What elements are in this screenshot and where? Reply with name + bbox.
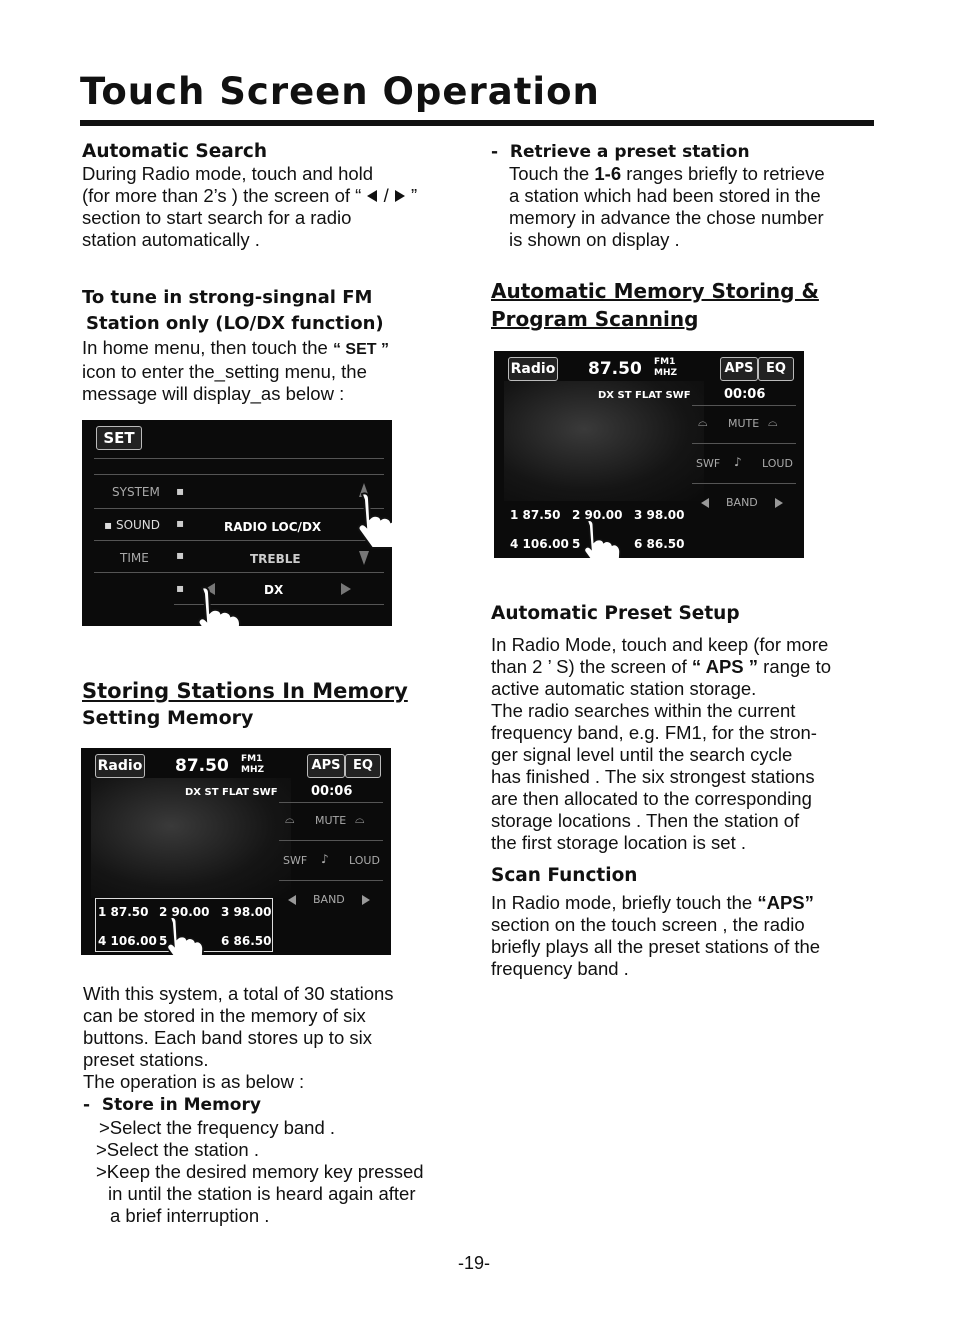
step: >Select the station . (96, 1139, 260, 1160)
radio-loc-dx-row[interactable]: RADIO LOC/DX (224, 520, 322, 534)
automatic-search-line: During Radio mode, touch and hold (82, 163, 374, 184)
radio-button[interactable]: Radio (95, 754, 145, 778)
preset-setup-line: are then allocated to the corresponding (491, 788, 812, 809)
preset-3[interactable]: 3 98.00 (221, 905, 272, 919)
unit-label: MHZ (241, 765, 265, 775)
preset-6[interactable]: 6 86.50 (221, 934, 272, 948)
band-left-icon[interactable] (700, 497, 710, 509)
menu-system[interactable]: SYSTEM (112, 485, 160, 499)
setting-memory-heading: Setting Memory (82, 707, 254, 729)
swf-button[interactable]: SWF (283, 854, 308, 867)
preset-2[interactable]: 2 90.00 (159, 905, 210, 919)
swf-button[interactable]: SWF (696, 457, 721, 470)
preset-6[interactable]: 6 86.50 (634, 537, 685, 551)
down-arrow-icon[interactable] (358, 550, 370, 566)
preset-1[interactable]: 1 87.50 (510, 508, 561, 522)
menu-sound[interactable]: ▪ SOUND (104, 518, 161, 532)
dx-value[interactable]: DX (264, 583, 284, 597)
preset-setup-line: active automatic station storage. (491, 678, 757, 699)
seek-up-icon[interactable]: ⌓ (768, 415, 778, 429)
clock: 00:06 (724, 387, 766, 402)
menu-time[interactable]: TIME (120, 551, 149, 565)
treble-row[interactable]: TREBLE (250, 552, 301, 566)
band-button[interactable]: BAND (726, 496, 758, 509)
preset-setup-line: storage locations . Then the station of (491, 810, 800, 831)
seek-down-icon[interactable]: ⌓ (698, 415, 708, 429)
storing-heading: Storing Stations In Memory (82, 679, 408, 703)
body-line: preset stations. (83, 1049, 209, 1070)
band-label: FM1 (654, 357, 676, 367)
body-line: can be stored in the memory of six (83, 1005, 366, 1026)
mute-button[interactable]: MUTE (315, 814, 347, 827)
memory-body (83, 983, 483, 1227)
preset-3[interactable]: 3 98.00 (634, 508, 685, 522)
preset-1[interactable]: 1 87.50 (98, 905, 149, 919)
retrieve-heading: - Retrieve a preset station (491, 142, 750, 162)
scan-line: section on the touch screen , the radio (491, 914, 805, 935)
retrieve-line: Touch the 1-6 ranges briefly to retrieve (509, 163, 825, 184)
touch-hand-icon (161, 916, 209, 955)
tune-heading-2: Station only (LO/DX function) (86, 313, 384, 334)
tune-line: In home menu, then touch the “ SET ” (82, 337, 389, 358)
ams-section (491, 277, 819, 333)
band-label: FM1 (241, 754, 263, 764)
automatic-search-section (82, 141, 482, 251)
right-arrow-icon (394, 189, 406, 203)
body-line: With this system, a total of 30 stations (83, 983, 394, 1004)
preset-setup-line: has finished . The six strongest stations (491, 766, 815, 787)
radio-screenshot-right (494, 351, 804, 558)
unit-label: MHZ (654, 368, 678, 378)
store-in-memory-heading: - Store in Memory (83, 1095, 261, 1115)
ams-heading-1: Automatic Memory Storing & (491, 279, 819, 303)
band-button[interactable]: BAND (313, 893, 345, 906)
preset-2[interactable]: 2 90.00 (572, 508, 623, 522)
loud-button[interactable]: LOUD (349, 854, 380, 867)
set-button[interactable]: SET (96, 426, 142, 450)
touch-hand-icon (194, 586, 244, 626)
page-title: Touch Screen Operation (80, 70, 600, 113)
preset-4[interactable]: 4 106.00 (98, 934, 157, 948)
ams-heading-2: Program Scanning (491, 307, 699, 331)
preset-setup-line: the first storage location is set . (491, 832, 747, 853)
seek-down-icon[interactable]: ⌓ (285, 812, 295, 826)
scan-line: frequency band . (491, 958, 629, 979)
preset-setup-section (491, 602, 891, 854)
band-right-icon[interactable] (361, 894, 371, 906)
aps-button[interactable]: APS (307, 754, 345, 778)
scan-line: briefly plays all the preset stations of the (491, 936, 821, 957)
retrieve-line: is shown on display . (509, 229, 680, 250)
loud-button[interactable]: LOUD (762, 457, 793, 470)
scan-section (491, 864, 891, 980)
automatic-search-line: (for more than 2’s ) the screen of “ / ” (82, 185, 418, 206)
eq-button[interactable]: EQ (758, 357, 794, 381)
retrieve-section (491, 141, 891, 251)
radio-button[interactable]: Radio (508, 357, 558, 381)
automatic-search-line: section to start search for a radio (82, 207, 352, 228)
status-line: DX ST FLAT SWF (185, 787, 278, 798)
automatic-search-heading: Automatic Search (82, 141, 268, 162)
status-line: DX ST FLAT SWF (598, 390, 691, 401)
automatic-search-line: station automatically . (82, 229, 260, 250)
preset-setup-line: ger signal level until the search cycle (491, 744, 793, 765)
eq-button[interactable]: EQ (345, 754, 381, 778)
aps-button[interactable]: APS (720, 357, 758, 381)
tune-section (82, 285, 482, 405)
tune-line: message will display_as below : (82, 383, 345, 404)
radio-screenshot-left (81, 748, 391, 955)
body-line: buttons. Each band stores up to six (83, 1027, 372, 1048)
phone-icon[interactable]: ♪ (734, 455, 742, 469)
body-line: The operation is as below : (83, 1071, 305, 1092)
step: in until the station is heard again after (108, 1183, 416, 1204)
tune-heading-1: To tune in strong-singnal FM (82, 287, 373, 308)
preset-setup-heading: Automatic Preset Setup (491, 603, 740, 624)
frequency-display: 87.50 (175, 756, 229, 776)
page-number: -19- (458, 1253, 491, 1273)
left-arrow-icon (366, 189, 378, 203)
band-left-icon[interactable] (287, 894, 297, 906)
clock: 00:06 (311, 784, 353, 799)
retrieve-line: memory in advance the chose number (509, 207, 824, 228)
scan-line: In Radio mode, briefly touch the “APS” (491, 892, 814, 913)
preset-setup-line: In Radio Mode, touch and keep (for more (491, 634, 829, 655)
band-right-icon[interactable] (774, 497, 784, 509)
storing-section (82, 677, 408, 731)
scan-heading: Scan Function (491, 865, 638, 886)
title-rule (80, 120, 874, 126)
right-arrow-icon[interactable] (340, 582, 352, 596)
step: a brief interruption . (110, 1205, 270, 1226)
preset-5[interactable]: 5 (572, 537, 581, 551)
preset-4[interactable]: 4 106.00 (510, 537, 569, 551)
step: >Keep the desired memory key pressed (96, 1161, 424, 1182)
preset-setup-line: than 2 ’ S) the screen of “ APS ” range to (491, 656, 832, 677)
preset-setup-line: The radio searches within the current (491, 700, 796, 721)
touch-hand-icon (354, 492, 392, 550)
seek-up-icon[interactable]: ⌓ (355, 812, 365, 826)
step: >Select the frequency band . (99, 1117, 336, 1138)
set-menu-screenshot: SET SYSTEM ▪ SOUND TIME ▪ ▪ ▪ ▪ RADIO LOC/DX TREBLE DX (82, 420, 392, 626)
frequency-display: 87.50 (588, 359, 642, 379)
preset-5[interactable]: 5 (159, 934, 168, 948)
preset-setup-line: frequency band, e.g. FM1, for the stron- (491, 722, 817, 743)
mute-button[interactable]: MUTE (728, 417, 760, 430)
touch-hand-icon (578, 519, 626, 558)
tune-line: icon to enter the_setting menu, the (82, 361, 367, 382)
phone-icon[interactable]: ♪ (321, 852, 329, 866)
retrieve-line: a station which had been stored in the (509, 185, 821, 206)
